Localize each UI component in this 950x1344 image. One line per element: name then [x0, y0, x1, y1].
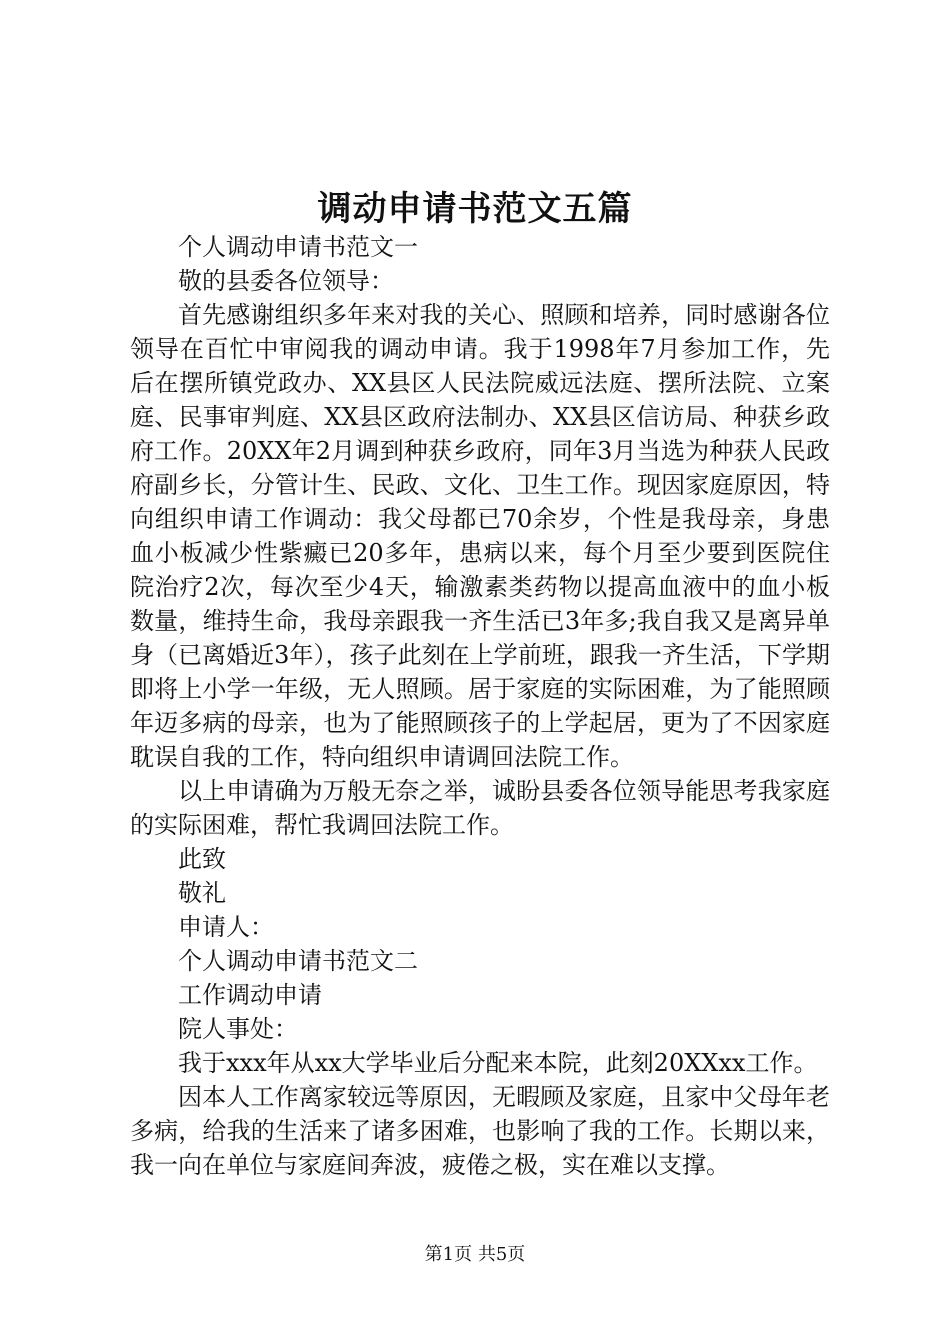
salutation: 敬的县委各位领导： — [178, 267, 394, 295]
salutation: 院人事处： — [178, 1015, 298, 1043]
applicant-line: 申请人： — [178, 913, 274, 941]
closing-line: 敬礼 — [178, 879, 226, 907]
page-footer: 第1页 共5页 — [424, 1244, 526, 1265]
closing-line: 此致 — [178, 845, 226, 873]
subheading: 工作调动申请 — [178, 981, 322, 1009]
document-title: 调动申请书范文五篇 — [317, 189, 633, 229]
body-paragraph: 我于xxx年从xx大学毕业后分配来本院，此刻20XXxx工作。 — [178, 1049, 818, 1077]
section-heading-2: 个人调动申请书范文二 — [178, 947, 418, 975]
document-body — [130, 230, 830, 1182]
section-heading-1: 个人调动申请书范文一 — [178, 233, 418, 261]
body-paragraph: 以上申请确为万般无奈之举，诚盼县委各位领导能思考我家庭的实际困难，帮忙我调回法院工作。 — [130, 777, 830, 839]
body-paragraph: 首先感谢组织多年来对我的关心、照顾和培养，同时感谢各位领导在百忙中审阅我的调动申请。我于1998年7月参加工作，先后在摆所镇党政办、XX县区人民法院威远法庭、摆所法院、立案庭、民事审判庭、XX县区政府法制办、XX县区信访局、种获乡政府工作。20XX年2月调到种获乡政府，同年3月当选为种获人民政府副乡长，分管计生、民政、文化、卫生工作。现因家庭原因，特向组织申请工作调动：我父母都已70余岁，个性是我母亲，身患血小板减少性紫癜已20多年，患病以来，每个月至少要到医院住院治疗2次，每次至少4天，输激素类药物以提高血液中的血小板数量，维持生命，我母亲跟我一齐生活已3年多;我自我又是离异单身（已离婚近3年），孩子此刻在上学前班，跟我一齐生活，下学期即将上小学一年级，无人照顾。居于家庭的实际困难，为了能照顾年迈多病的母亲，也为了能照顾孩子的上学起居，更为了不因家庭耽误自我的工作，特向组织申请调回法院工作。 — [130, 301, 830, 771]
body-paragraph: 因本人工作离家较远等原因，无暇顾及家庭，且家中父母年老多病，给我的生活来了诸多困难，也影响了我的工作。长期以来，我一向在单位与家庭间奔波，疲倦之极，实在难以支撑。 — [130, 1083, 830, 1179]
